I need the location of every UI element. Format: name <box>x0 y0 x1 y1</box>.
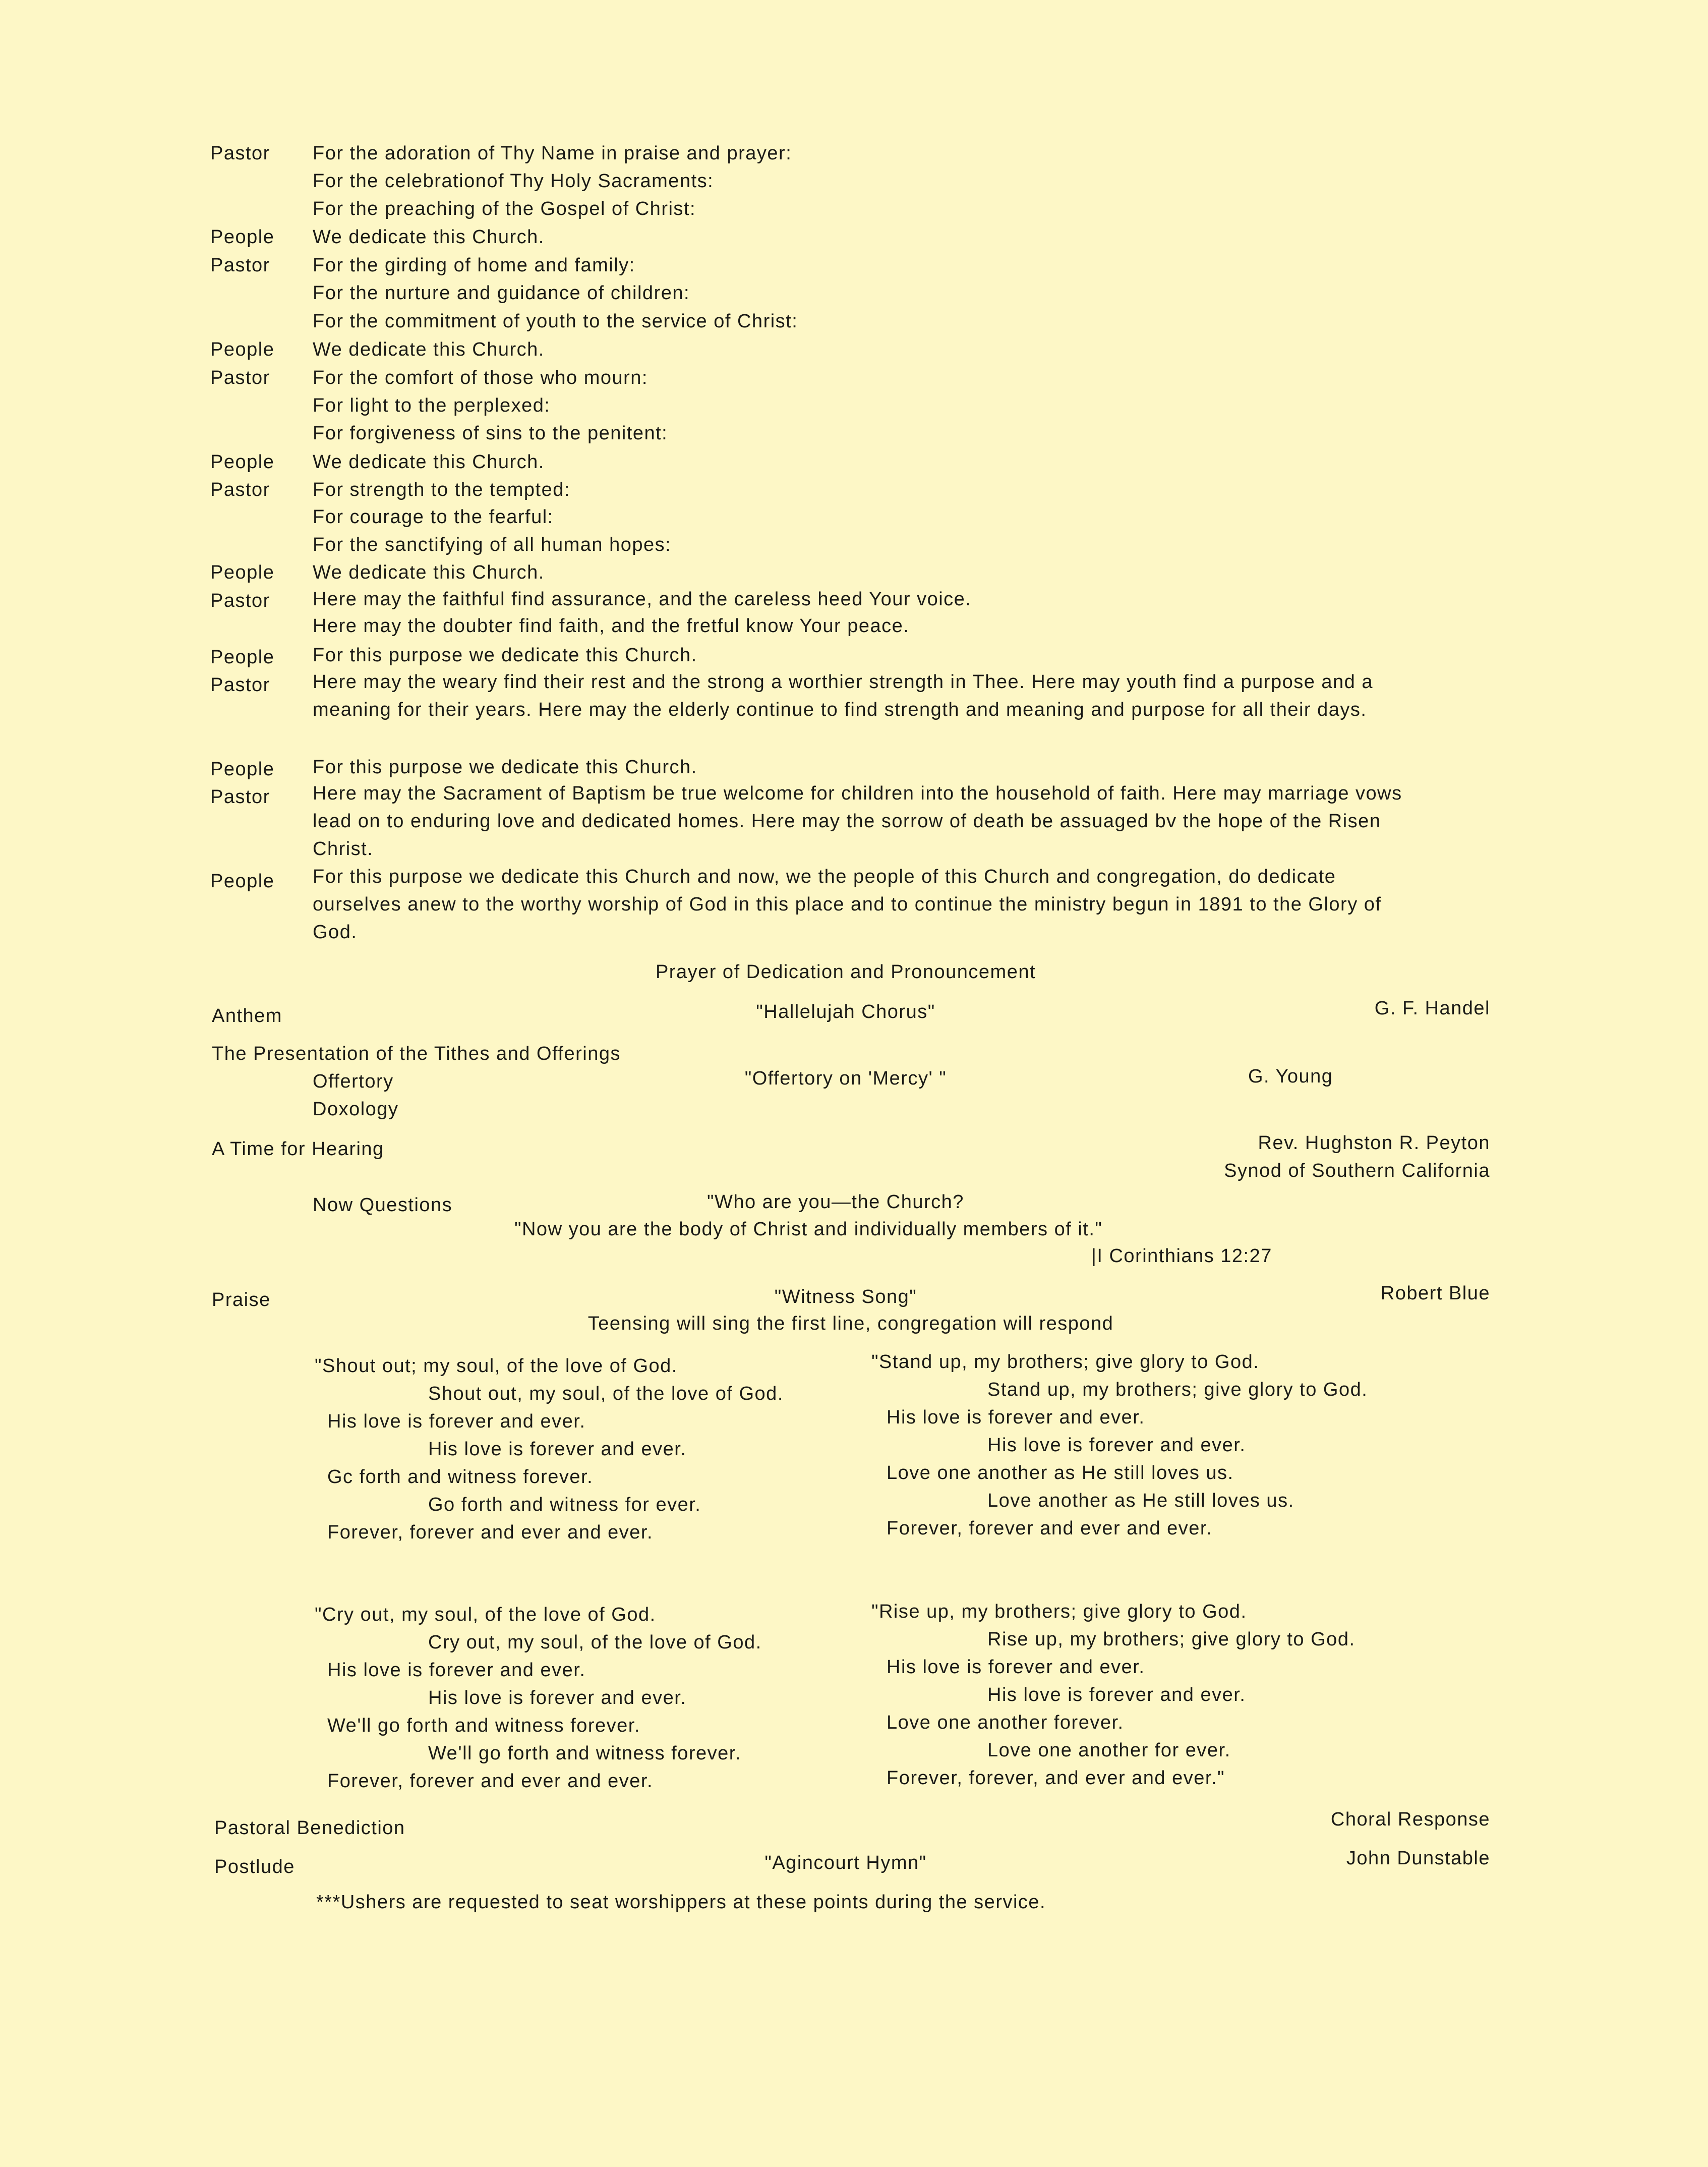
litany-paragraph: Here may the weary find their rest and the strong a worthier strength in Thee. Here may youth find a purpose and a meaning for their years. Here may the elderly continue to find strength and meaning and purpose for all their days. <box>313 671 1374 720</box>
praise-composer: Robert Blue <box>1380 1283 1490 1304</box>
role-label: Pastor <box>210 479 270 500</box>
litany-line: Here may the doubter find faith, and the fretful know Your peace. <box>313 615 910 637</box>
stanza-line: Love one another forever. <box>887 1712 1124 1733</box>
prayer-heading: Prayer of Dedication and Pronouncement <box>655 961 1036 983</box>
hearing-question: "Who are you—the Church? <box>707 1191 964 1213</box>
postlude-label: Postlude <box>214 1856 295 1877</box>
stanza-line: "Rise up, my brothers; give glory to God. <box>871 1601 1247 1622</box>
stanza-line: His love is forever and ever. <box>428 1687 687 1708</box>
anthem-composer: G. F. Handel <box>1374 998 1490 1019</box>
stanza-line: Love one another for ever. <box>987 1740 1231 1761</box>
stanza-line: "Cry out, my soul, of the love of God. <box>315 1604 656 1625</box>
litany-line: For this purpose we dedicate this Church. <box>313 757 697 778</box>
stanza-line: Love one another as He still loves us. <box>887 1462 1234 1484</box>
litany-line: We dedicate this Church. <box>313 339 545 360</box>
role-label: Pastor <box>210 786 270 808</box>
praise-instructions: Teensing will sing the first line, congregation will respond <box>587 1313 1114 1334</box>
stanza-line: Rise up, my brothers; give glory to God. <box>987 1629 1356 1650</box>
offertory-label: Offertory <box>313 1071 394 1092</box>
litany-paragraph: For this purpose we dedicate this Church and now, we the people of this Church and congregation, do dedicate ourselves anew to the worthy worship of God in this place and to continue the ministry begun in 1891 to the Glory of God. <box>313 866 1382 943</box>
litany-line: We dedicate this Church. <box>313 226 545 248</box>
litany-line: For the nurture and guidance of children: <box>313 282 690 304</box>
stanza-line: Gc forth and witness forever. <box>327 1466 594 1488</box>
benediction-response: Choral Response <box>1330 1809 1490 1830</box>
anthem-title: "Hallelujah Chorus" <box>756 1001 935 1022</box>
litany-line: For the comfort of those who mourn: <box>313 367 648 388</box>
litany-line: For the adoration of Thy Name in praise and prayer: <box>313 143 792 164</box>
postlude-composer: John Dunstable <box>1346 1848 1490 1869</box>
stanza-line: We'll go forth and witness forever. <box>327 1715 640 1736</box>
offertory-composer: G. Young <box>1248 1066 1333 1087</box>
litany-line: For this purpose we dedicate this Church. <box>313 645 697 666</box>
doxology-label: Doxology <box>313 1099 399 1120</box>
role-label: People <box>210 339 275 360</box>
stanza-line: His love is forever and ever. <box>327 1660 586 1681</box>
litany-line: Here may the faithful find assurance, and the careless heed Your voice. <box>313 589 972 610</box>
litany-line: For the commitment of youth to the service of Christ: <box>313 311 798 332</box>
role-label: People <box>210 451 275 473</box>
stanza-line: His love is forever and ever. <box>987 1684 1246 1705</box>
litany-line: For forgiveness of sins to the penitent: <box>313 423 668 444</box>
hearing-label: A Time for Hearing <box>212 1138 384 1160</box>
role-label: People <box>210 871 275 892</box>
now-questions-label: Now Questions <box>313 1194 453 1216</box>
role-label: Pastor <box>210 674 270 696</box>
role-label: People <box>210 562 275 583</box>
stanza-line: Go forth and witness for ever. <box>428 1494 701 1515</box>
praise-title: "Witness Song" <box>774 1286 917 1307</box>
presentation-heading: The Presentation of the Tithes and Offerings <box>212 1043 621 1064</box>
litany-line: For the celebrationof Thy Holy Sacraments: <box>313 170 714 192</box>
litany-line: For the girding of home and family: <box>313 255 635 276</box>
stanza-line: "Shout out; my soul, of the love of God. <box>315 1355 678 1377</box>
role-label: People <box>210 759 275 780</box>
stanza-line: Forever, forever and ever and ever. <box>327 1771 654 1792</box>
stanza-line: Stand up, my brothers; give glory to God. <box>987 1379 1368 1400</box>
litany-line: For the sanctifying of all human hopes: <box>313 534 672 555</box>
stanza-line: We'll go forth and witness forever. <box>428 1743 741 1764</box>
stanza-line: Forever, forever and ever and ever. <box>887 1518 1213 1539</box>
role-label: Pastor <box>210 367 270 388</box>
role-label: People <box>210 226 275 248</box>
litany-line: For light to the perplexed: <box>313 395 551 416</box>
hearing-speaker: Rev. Hughston R. Peyton <box>1258 1132 1490 1154</box>
litany-line: For the preaching of the Gospel of Christ: <box>313 198 696 219</box>
litany-line: We dedicate this Church. <box>313 451 545 473</box>
praise-label: Praise <box>212 1289 271 1310</box>
postlude-title: "Agincourt Hymn" <box>764 1852 927 1873</box>
role-label: Pastor <box>210 143 270 164</box>
stanza-line: Cry out, my soul, of the love of God. <box>428 1632 762 1653</box>
stanza-line: His love is forever and ever. <box>887 1407 1145 1428</box>
hearing-quote: "Now you are the body of Christ and individually members of it." <box>514 1219 1103 1240</box>
stanza-line: His love is forever and ever. <box>428 1439 687 1460</box>
stanza-line: Shout out, my soul, of the love of God. <box>428 1383 784 1404</box>
stanza-line: His love is forever and ever. <box>987 1435 1246 1456</box>
ushers-note: ***Ushers are requested to seat worshippers at these points during the service. <box>316 1892 1046 1913</box>
litany-paragraph: Here may the Sacrament of Baptism be true welcome for children into the household of faith. Here may marriage vows lead on to enduring love and dedicated homes. Here may the sorrow of death be assuaged bv the hope of the Risen Christ. <box>313 783 1402 860</box>
role-label: Pastor <box>210 255 270 276</box>
litany-line: For courage to the fearful: <box>313 506 554 528</box>
anthem-label: Anthem <box>212 1005 282 1027</box>
stanza-line: His love is forever and ever. <box>327 1411 586 1432</box>
stanza-line: His love is forever and ever. <box>887 1657 1145 1678</box>
role-label: Pastor <box>210 590 270 611</box>
litany-line: For strength to the tempted: <box>313 479 570 500</box>
stanza-line: Forever, forever, and ever and ever." <box>887 1767 1225 1789</box>
stanza-line: Forever, forever and ever and ever. <box>327 1522 654 1543</box>
role-label: People <box>210 647 275 668</box>
litany-line: We dedicate this Church. <box>313 562 545 583</box>
stanza-line: Love another as He still loves us. <box>987 1490 1294 1511</box>
hearing-synod: Synod of Southern California <box>1224 1160 1490 1181</box>
hearing-citation: |I Corinthians 12:27 <box>1091 1245 1272 1267</box>
benediction-label: Pastoral Benediction <box>214 1817 405 1839</box>
offertory-title: "Offertory on 'Mercy' " <box>744 1068 947 1089</box>
stanza-line: "Stand up, my brothers; give glory to God. <box>871 1351 1260 1373</box>
